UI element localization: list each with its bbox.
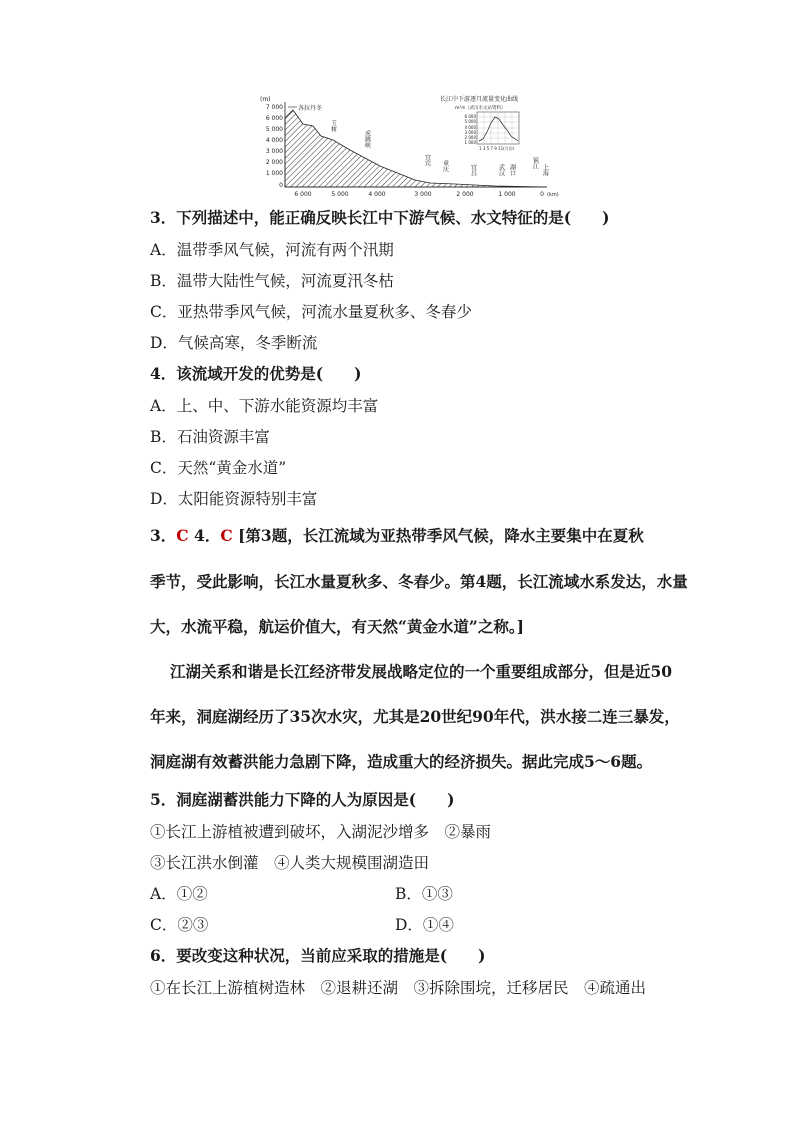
q4-option-d: D．太阳能资源特别丰富 xyxy=(150,490,318,508)
q4-option-c: C．天然“黄金水道” xyxy=(150,459,287,477)
inset-y-tick: 1 000 xyxy=(464,140,476,145)
x-tick: 5 000 xyxy=(331,191,349,198)
place-label: 湖口 xyxy=(508,164,516,176)
y-unit: (m) xyxy=(260,96,271,103)
inset-y-tick: 6 000 xyxy=(464,114,476,119)
q6-stem: 6．要改变这种状况，当前应采取的措施是( ) xyxy=(150,946,486,965)
q5-option-b: B．①③ xyxy=(395,885,453,903)
q5-option-c: C．②③ xyxy=(150,916,209,934)
q5-options-line-1: ①长江上游植被遭到破坏，入湖泥沙增多 ②暴雨 xyxy=(150,823,492,841)
q3-option-c: C．亚热带季风气候，河流水量夏秋多、冬春少 xyxy=(150,303,472,321)
place-label: 宜宾 xyxy=(423,154,431,166)
x-tick: 6 000 xyxy=(294,191,312,198)
inset-flow-curve xyxy=(479,117,518,141)
explanation-line-2: 季节，受此影响，长江水量夏秋多、冬春少。第4题，长江流域水系发达，水量 xyxy=(150,572,688,591)
q4-stem: 4．该流域开发的优势是( ) xyxy=(150,364,362,383)
q3-stem: 3．下列描述中，能正确反映长江中下游气候、水文特征的是( ) xyxy=(150,208,610,227)
x-tick: 1 000 xyxy=(498,191,516,198)
y-tick: 6 000 xyxy=(265,115,283,122)
explanation-start: [第3题，长江流域为亚热带季风气候，降水主要集中在夏秋 xyxy=(238,526,644,545)
x-tick: 4 000 xyxy=(368,191,386,198)
q5-option-a: A．①② xyxy=(150,885,208,903)
q3-option-d: D．气候高寒，冬季断流 xyxy=(150,334,318,352)
inset-title: 长江中下游逐月流量变化曲线 xyxy=(440,96,519,103)
inset-y-tick: 4 000 xyxy=(464,125,476,130)
place-label: 各拉丹冬 xyxy=(298,105,323,112)
x-tick: 2 000 xyxy=(456,191,474,198)
place-label: 宜昌 xyxy=(469,164,477,176)
yangtze-profile-figure xyxy=(255,92,559,202)
q6-options-line-1: ①在长江上游植树造林 ②退耕还湖 ③拆除围垸，迁移居民 ④疏通出 xyxy=(150,979,647,997)
x-tick: 0 xyxy=(540,191,544,198)
inset-chart xyxy=(440,95,519,151)
passage-line-1: 江湖关系和谐是长江经济带发展战略定位的一个重要组成部分，但是近50 xyxy=(170,662,673,681)
answer-num-4: 4． xyxy=(194,526,221,545)
q3-option-a: A．温带季风气候，河流有两个汛期 xyxy=(150,241,394,259)
place-label: 武汉 xyxy=(497,164,505,176)
passage-line-2: 年来，洞庭湖经历了35次水灾，尤其是20世纪90年代，洪水接二连三暴发， xyxy=(150,707,680,726)
y-tick: 1 000 xyxy=(265,170,283,177)
y-tick: 4 000 xyxy=(265,137,283,144)
q4-option-b: B．石油资源丰富 xyxy=(150,428,270,446)
place-label: 虎跳峡 xyxy=(363,130,371,148)
answer-num-3: 3． xyxy=(150,526,177,545)
y-tick: 3 000 xyxy=(265,148,283,155)
y-tick: 7 000 xyxy=(265,104,283,111)
inset-x-label: 1 3 5 7 9 11(月份) xyxy=(479,146,515,151)
q4-option-a: A．上、中、下游水能资源均丰富 xyxy=(150,397,379,415)
place-label: 镇江 xyxy=(531,157,539,169)
inset-y-tick: 3 000 xyxy=(464,130,476,135)
place-label: 重庆 xyxy=(441,160,449,172)
y-tick: 2 000 xyxy=(265,159,283,166)
x-tick: 3 000 xyxy=(414,191,432,198)
q3-option-b: B．温带大陆性气候，河流夏汛冬枯 xyxy=(150,272,394,290)
q5-option-d: D．①④ xyxy=(395,916,454,934)
answer-3: C xyxy=(176,526,189,545)
answer-line-1 xyxy=(150,526,644,546)
inset-y-tick: 5 000 xyxy=(464,119,476,124)
q5-options-line-2: ③长江洪水倒灌 ④人类大规模围湖造田 xyxy=(150,854,430,872)
place-label: 玉树 xyxy=(329,120,337,132)
place-label: 上海 xyxy=(541,164,549,176)
y-tick: 0 xyxy=(279,182,283,189)
explanation-line-3: 大，水流平稳，航运价值大，有天然“黄金水道”之称。] xyxy=(150,617,524,636)
inset-unit: m³/s（武汉水文站资料） xyxy=(455,106,506,111)
passage-line-3: 洞庭湖有效蓄洪能力急剧下降，造成重大的经济损失。据此完成5～6题。 xyxy=(150,752,653,771)
answer-4: C xyxy=(220,526,233,545)
y-tick: 5 000 xyxy=(265,126,283,133)
inset-y-tick: 2 000 xyxy=(464,135,476,140)
x-unit: (km) xyxy=(547,192,559,198)
q5-stem: 5．洞庭湖蓄洪能力下降的人为原因是( ) xyxy=(150,790,455,809)
